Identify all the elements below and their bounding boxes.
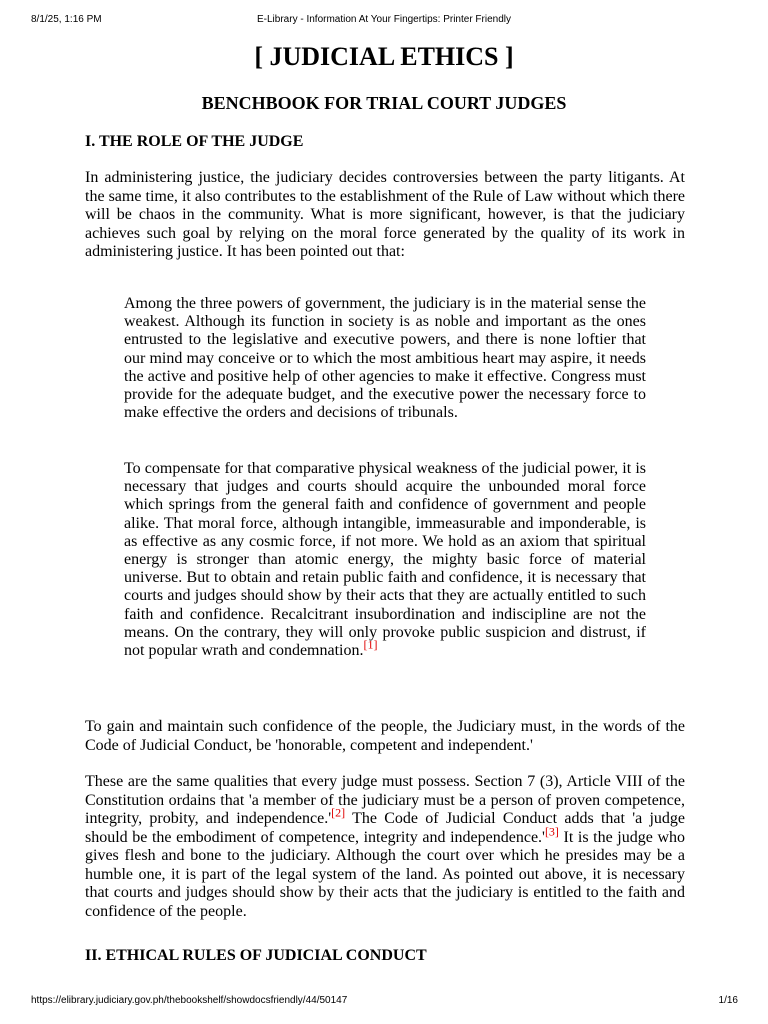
paragraph-confidence: To gain and maintain such confidence of the people, the Judiciary must, in the words of the Code of Judicial Conduct, be 'honorable, competent and independent.' xyxy=(85,718,685,754)
footnote-link-3[interactable]: [3] xyxy=(544,824,559,839)
blockquote-paragraph-1: Among the three powers of government, the judiciary is in the material sense the weakest. Although its function in society is as noble and important as the ones entrusted to the legislative and executive powers, and there is none loftier that our mind may conceive or to which the most ambitious heart may aspire, it needs the active and positive help of other agencies to make it effective. Congress must provide for the adequate budget, and the executive power the necessary force to make effective the orders and decisions of tribunals. xyxy=(124,295,646,422)
document-title: [ JUDICIAL ETHICS ] xyxy=(254,42,514,71)
document-subtitle: BENCHBOOK FOR TRIAL COURT JUDGES xyxy=(201,93,567,113)
paragraph-qualities-text-2: The Code of Judicial Conduct adds that 'a judge should be the embodiment of competence, integrity and independence.' xyxy=(85,810,685,846)
print-url: https://elibrary.judiciary.gov.ph/thebookshelf/showdocsfriendly/44/50147 xyxy=(31,995,348,1006)
section-heading-role-of-judge: I. THE ROLE OF THE JUDGE xyxy=(85,133,304,150)
paragraph-qualities xyxy=(85,773,685,921)
paragraph-qualities-text-3: It is the judge who gives flesh and bone to the judiciary. Although the court over which he presides may be a humble one, it is part of the legal system of the land. As pointed out above, it is necessary that courts and judges should show by their acts that the judiciary is entitled to the faith and confidence of the people. xyxy=(85,828,685,920)
blockquote-paragraph-2-text: To compensate for that comparative physical weakness of the judicial power, it is necessary that judges and courts should acquire the unbounded moral force which springs from the general faith and confidence of government and people alike. That moral force, although intangible, immeasurable and imponderable, is as effective as any cosmic force, if not more. We hold as an axiom that spiritual energy is stronger than atomic energy, the mighty basic force of material universe. But to obtain and retain public faith and confidence, it is necessary that courts and judges should show by their acts that they are actually entitled to such faith and confidence. Recalcitrant insubordination and indiscipline are not the means. On the contrary, they will only provoke public suspicion and distrust, if not popular wrath and condemnation. xyxy=(124,460,646,660)
footnote-link-2[interactable]: [2] xyxy=(331,805,346,820)
paragraph-intro: In administering justice, the judiciary decides controversies between the party litigants. At the same time, it also contributes to the establishment of the Rule of Law without which there will be chaos in the community. What is more significant, however, is that the judiciary achieves such goal by relying on the moral force generated by the quality of its work in administering justice. It has been pointed out that: xyxy=(85,169,685,260)
footnote-link-1[interactable]: [1] xyxy=(363,637,378,652)
section-heading-ethical-rules: II. ETHICAL RULES OF JUDICIAL CONDUCT xyxy=(85,947,427,964)
print-header xyxy=(0,14,768,28)
print-page-title: E-Library - Information At Your Fingertips: Printer Friendly xyxy=(257,14,511,25)
print-page-number: 1/16 xyxy=(718,995,738,1006)
print-footer xyxy=(0,995,768,1009)
paragraph-qualities-text-1: These are the same qualities that every judge must possess. Section 7 (3), Article VIII of the Constitution ordains that 'a member of the judiciary must be a person of proven competence, integrity, probity, and independence.' xyxy=(85,773,685,827)
blockquote-paragraph-2 xyxy=(124,460,646,660)
print-datetime: 8/1/25, 1:16 PM xyxy=(31,14,102,25)
